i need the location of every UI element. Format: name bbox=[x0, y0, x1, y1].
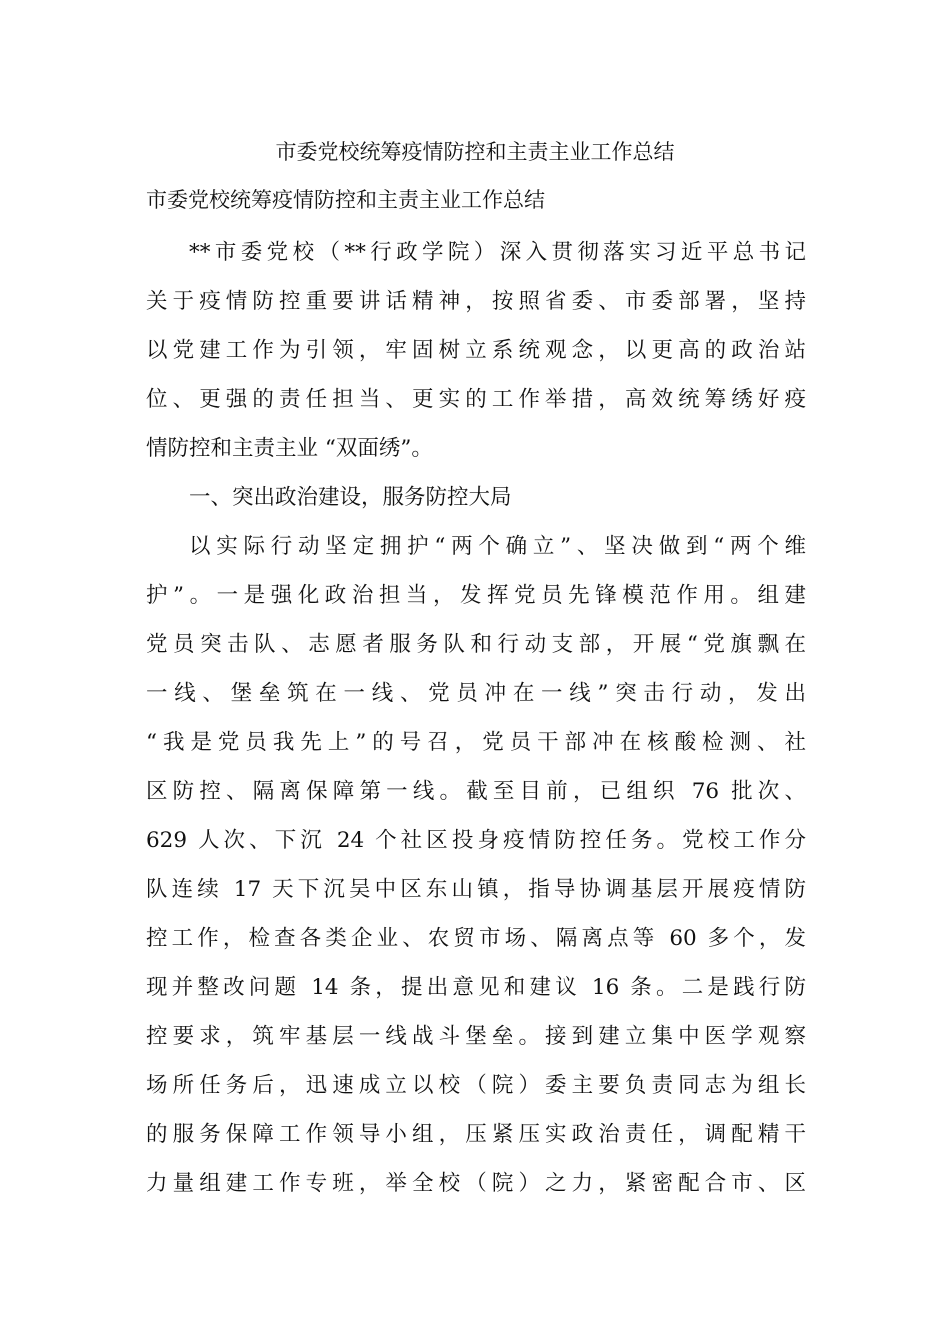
document-subtitle: 市委党校统筹疫情防控和主责主业工作总结 bbox=[146, 188, 545, 212]
paragraph-line: “我是党员我先上”的号召，党员干部冲在核酸检测、社 bbox=[146, 730, 806, 755]
document-body bbox=[146, 228, 806, 1208]
paragraph-line: 的服务保障工作领导小组，压紧压实政治责任，调配精干 bbox=[146, 1122, 806, 1147]
paragraph-line: 护”。一是强化政治担当，发挥党员先锋模范作用。组建 bbox=[146, 583, 806, 608]
paragraph-line: 队连续 17 天下沉吴中区东山镇，指导协调基层开展疫情防 bbox=[146, 877, 806, 902]
paragraph-line: 控工作，检查各类企业、农贸市场、隔离点等 60 多个，发 bbox=[146, 926, 806, 951]
paragraph-line: **市委党校（**行政学院）深入贯彻落实习近平总书记 bbox=[189, 240, 806, 265]
paragraph-line: 现并整改问题 14 条，提出意见和建议 16 条。二是践行防 bbox=[146, 975, 806, 1000]
paragraph-line: 以党建工作为引领，牢固树立系统观念，以更高的政治站 bbox=[146, 338, 806, 363]
paragraph-line: 位、更强的责任担当、更实的工作举措，高效统筹绣好疫 bbox=[146, 387, 806, 412]
paragraph-line: 629 人次、下沉 24 个社区投身疫情防控任务。党校工作分 bbox=[146, 828, 806, 853]
paragraph-line: 情防控和主责主业 “双面绣”。 bbox=[146, 436, 433, 461]
paragraph-line: 以实际行动坚定拥护“两个确立”、坚决做到“两个维 bbox=[189, 534, 806, 559]
section-heading: 一、突出政治建设，服务防控大局 bbox=[189, 485, 512, 510]
paragraph-line: 区防控、隔离保障第一线。截至目前，已组织 76 批次、 bbox=[146, 779, 806, 804]
paragraph-line: 场所任务后，迅速成立以校（院）委主要负责同志为组长 bbox=[146, 1073, 806, 1098]
paragraph-line: 一线、堡垒筑在一线、党员冲在一线”突击行动，发出 bbox=[146, 681, 806, 706]
paragraph-line: 力量组建工作专班，举全校（院）之力，紧密配合市、区 bbox=[146, 1171, 806, 1196]
paragraph-line: 关于疫情防控重要讲话精神，按照省委、市委部署，坚持 bbox=[146, 289, 806, 314]
paragraph-line: 党员突击队、志愿者服务队和行动支部，开展“党旗飘在 bbox=[146, 632, 806, 657]
paragraph-line: 控要求，筑牢基层一线战斗堡垒。接到建立集中医学观察 bbox=[146, 1024, 806, 1049]
document-title: 市委党校统筹疫情防控和主责主业工作总结 bbox=[275, 140, 675, 164]
